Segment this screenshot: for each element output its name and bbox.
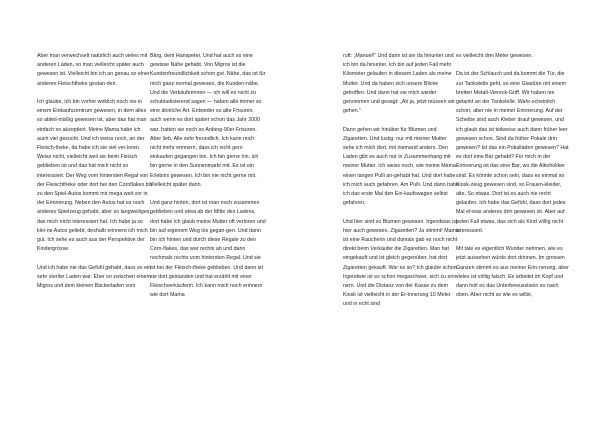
paragraph: es vielleicht drei Meter gewesen.: [456, 53, 533, 59]
paragraph: Und hier sind so Blumen gewesen. Irgendwas ist hier auch gewesen. Zigaretten? Ja stimmt! Mama ist eine Raucherin und damals gab es noch nicht direkt beim Verkäufer die Zigaretten. Man hat eingekauft und ist gleich gegenüber, hat dort Zigaretten gekauft. War es so? Ich glaube schon. Irgendwie ist es schon megaschwer, sich zu erin-nern. Und die Distanz von der Kasse zu dem Kiosk ist vielleicht in der Er-innerung 10 Meter und in echt sind: [343, 218, 459, 308]
paragraph: Mit täte es eigentlich Wunder nehmen, wie es jetzt aussehen würde dort drinnen. Im grossen Ganzen stimmt es aus meiner Erin-nerung, aber vieles ist völlig falsch. Es arbeitet im Kopf und dann holt es das Unterbewusstsein so nach oben. Aber nicht so wie es willst,: [456, 246, 569, 299]
text-column-4: [456, 52, 572, 310]
paragraph: Bärg, dem Hanspeter. Und hat auch so eine gewisse Nähe gehabt. Von Migros ist die Kundenfreundlichkeit schon gut. Nähe, das ist für mich ganz normal gewesen, die Kunden-nähe. Und die Verkäuferinnen — ich will es nicht zu schubladisierend sagen — haben alle immer so eine ähnliche Art. Entweder so alte Frisuren, auch wenn es dort später schon das Jahr 2000 war, hatten sie noch so Anfang-90er Frisuren. Aber lieb. Alle sehr freundlich. Ich kann mich nicht mehr erinnern, dass ich nicht gern einkaufen gegangen bin. Ich bin gerne hin, ich bin gerne in den Sunnenmarkt mit. Es ist ein Erlebnis gewesen. Ich bin nie nicht gerne mit. Vielleicht später dann.: [150, 53, 266, 188]
paragraph: Dann gehen wir hinüber für Blumen und Zigaretten. Und lustig: nur mit meiner Mutter sehe ich mich dort, mit niemand anders. Den Laden gibt es auch nur in Zusammenhang mit meiner Mutter. Ich weiss noch, wie meine Mama einen langen Pulli an-gehabt hat. Und dort habe ich mich auch gefahren. Am Pulli. Und dann habe ich das erste Mal den Ein-kaufswagen selbst gefahren.: [343, 126, 459, 207]
paragraph: Und ganz hinten, dort ist man noch zusammen geblieben und etwa ab der Mitte des Ladens, dort habe ich glaub meine Mutter oft verloren und bin auf eigenem Weg los gegan-gen. Und dann bin ich hinten und durch diese Regale zu den Corn-flakes, das war rechts ab und dann nochmals rechts vom hintersten Regal. Und sie ist bei der Fleisch-theke geblieben. Und dann ist sie dort gestanden und hat erzählt mit einer Fleischverkäuferin. Ich kann mich noch erinnern wie dort Mama: [150, 200, 266, 299]
text-column-1: [37, 52, 153, 300]
text-column-3: [343, 52, 459, 319]
paragraph: Ich glaube, ich bin vorher wirklich noch nie in einem Einkaufszentrum gewesen, in dem alles so abteil-mäßig gewesen ist, aber das hat man einfach so akzeptiert. Meine Mama habe ich auch viel gesucht. Und ich weiss noch, an der Fleisch-theke, da habe ich sie viel ver-loren. Weiss nicht, vielleicht weil sie beim Fleisch geblieben ist und das hat mich nicht so interessiert. Der Weg vom hintersten Regal von der Fleischtheke oder dort bei den Cornflakes bis zu den Spiel-Autos kommt mir mega weit vor in der Erinnerung. Neben den Autos hat es noch anderes Spielzeug gehabt, aber so langweiliges, das mich nicht interessiert hat. Ich habe ja so klei-ne Autos geliebt, deshalb erinnere ich mich gut. Ich sehe es auch aus der Perspektive der Kindergrösse.: [37, 99, 153, 253]
paragraph: Und ich habe nie das Gefühl gehabt, dass es ein sehr steriler Laden war. Eher so zwischen einem Migros und dem kleinen Bäckerladen vom: [37, 264, 152, 290]
paragraph: ruft: „Manuel!“ Und dann ist sie da hinunter und ich bin da hinunter. Ich bin auf jeden Fall mehr Kilometer gelaufen in diesem Laden als meine Mutter. Und da haben sich unsere Blicke getroffen. Und dann hat sie mich wieder genommen und gesagt: „Ah ja, jetzt müssen wir gehen.“: [343, 53, 455, 115]
paragraph: Da ist der Schlauch und da kommt die Tür, die zur Tankstelle geht, so eine Glastüre mit einem breiten Metall-Viereck-Griff. Wir haben nie getankt an der Tankstelle. Wahr-scheinlich schon, aber nie in meiner Erinnerung. Auf der Scheibe sind auch Kleber drauf gewesen, und ich glaub das ist teilweise auch dann früher leer gewesen schon. Sind da früher Pokale drin gewesen? Ist das ein Pokalladen gewesen? Hat es dort eine Bar gehabt? Für mich in der Erinnerung ist das eine Bar, wo die Alkoholiker sind. Es könnte schon sein, dass es einmal so Kiosk-zeug gewesen sind, so Frauen-kleider, alte. So etwas. Dort ist es auch nie recht gelaufen. Ich habe das Gefühl, dass dort jedes Mal et-was anderes drin gewesen ist. Aber auf jeden Fall etwas, das sich als Kind völlig nicht interessiert.: [456, 71, 569, 234]
paragraph: Aber man verwechselt natürlich auch vieles mit anderen Läden, so man vielleicht später auch gewesen ist. Vielleicht bin ich an genau so einer anderen Fleischtheke gestan-den.: [37, 53, 150, 87]
text-column-2: [150, 52, 266, 310]
